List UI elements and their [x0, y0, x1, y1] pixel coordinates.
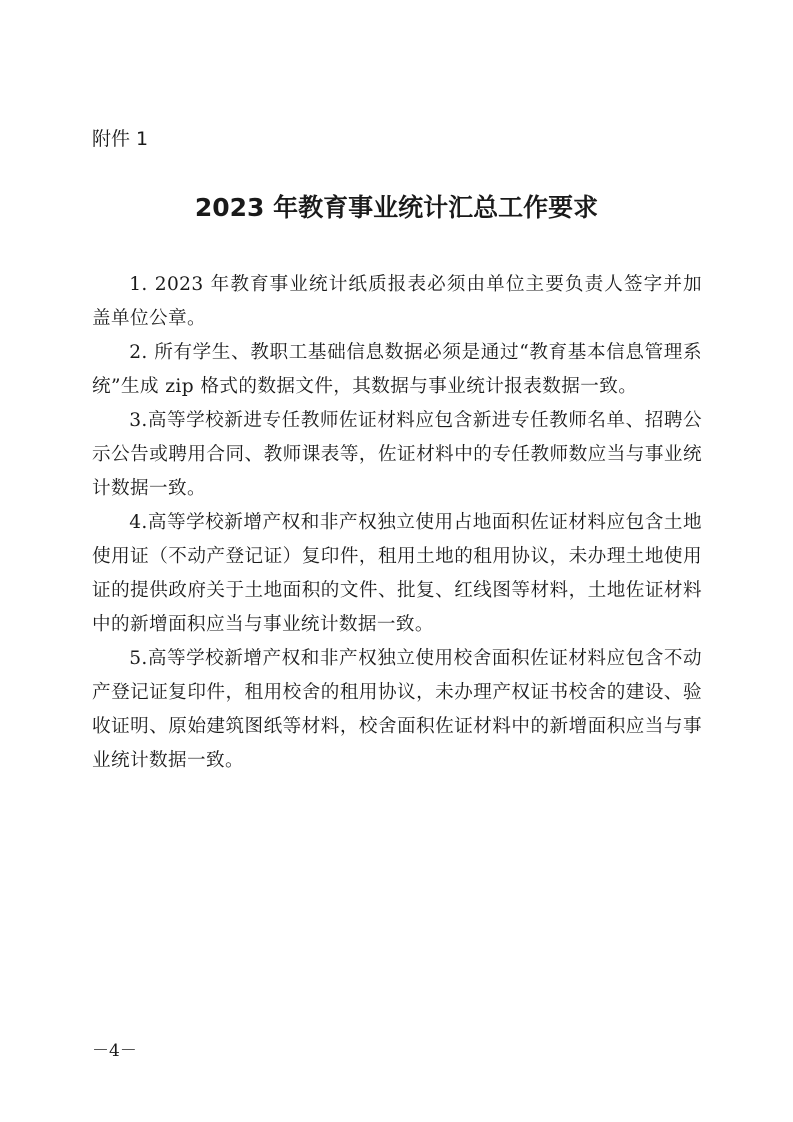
document-body: [92, 268, 702, 778]
paragraph-5: 5.高等学校新增产权和非产权独立使用校舍面积佐证材料应包含不动产登记证复印件，租用校舍的租用协议，未办理产权证书校舍的建设、验收证明、原始建筑图纸等材料，校舍面积佐证材料中的新增面积应当与事业统计数据一致。: [92, 648, 702, 771]
page-number: －4－: [92, 1041, 137, 1061]
paragraph-4: 4.高等学校新增产权和非产权独立使用占地面积佐证材料应包含土地使用证（不动产登记证）复印件，租用土地的租用协议，未办理土地使用证的提供政府关于土地面积的文件、批复、红线图等材料，土地佐证材料中的新增面积应当与事业统计数据一致。: [92, 512, 702, 635]
paragraph-3: 3.高等学校新进专任教师佐证材料应包含新进专任教师名单、招聘公示公告或聘用合同、教师课表等，佐证材料中的专任教师数应当与事业统计数据一致。: [92, 410, 702, 499]
paragraph-1: 1. 2023 年教育事业统计纸质报表必须由单位主要负责人签字并加盖单位公章。: [92, 274, 702, 329]
document-title: 2023 年教育事业统计汇总工作要求: [194, 193, 599, 222]
paragraph-2: 2. 所有学生、教职工基础信息数据必须是通过“教育基本信息管理系统”生成 zip 格式的数据文件，其数据与事业统计报表数据一致。: [92, 342, 702, 397]
attachment-label: 附件 1: [92, 128, 149, 150]
